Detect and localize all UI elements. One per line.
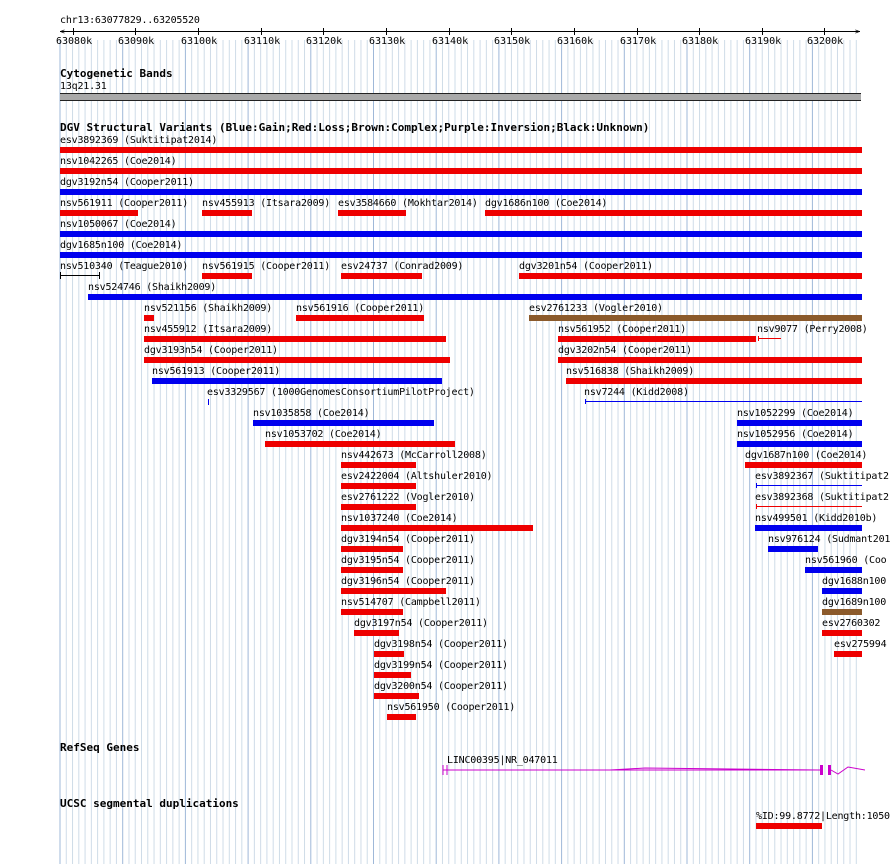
dgv-feature-bar[interactable] [745, 462, 862, 468]
dgv-feature-bar[interactable] [374, 672, 411, 678]
ruler-tick [449, 28, 450, 35]
ruler-tick-label: 63190k [745, 36, 782, 47]
dgv-feature-label: nsv9077 (Perry2008) [757, 324, 868, 335]
dgv-feature-label: nsv561916 (Cooper2011) [296, 303, 425, 314]
dgv-feature-label: nsv455913 (Itsara2009) [202, 198, 331, 209]
dgv-feature-label: esv2761222 (Vogler2010) [341, 492, 475, 503]
dgv-feature-label: nsv561952 (Cooper2011) [558, 324, 687, 335]
gene-exon [828, 765, 831, 775]
dgv-feature-label: dgv1688n100 [822, 576, 887, 587]
gene-exon [820, 765, 823, 775]
ruler-tick-label: 63180k [682, 36, 719, 47]
dgv-feature-bar[interactable] [822, 609, 862, 615]
ruler-tick-label: 63090k [118, 36, 155, 47]
dgv-feature-label: nsv514707 (Campbell2011) [341, 597, 481, 608]
dgv-feature-label: esv24737 (Conrad2009) [341, 261, 464, 272]
ruler-tick-label: 63110k [244, 36, 281, 47]
dgv-feature-bar[interactable] [265, 441, 455, 447]
dgv-feature-bar[interactable] [341, 546, 403, 552]
dgv-feature-bar[interactable] [834, 651, 862, 657]
dgv-feature-cap [585, 399, 586, 404]
dgv-feature-label: esv3892367 (Suktitipat2 [755, 471, 889, 482]
dgv-feature-bar[interactable] [374, 693, 419, 699]
dgv-feature-label: nsv561950 (Cooper2011) [387, 702, 516, 713]
dgv-feature-label: esv2422004 (Altshuler2010) [341, 471, 493, 482]
dgv-feature-bar[interactable] [822, 630, 862, 636]
dgv-feature-bar[interactable] [341, 504, 416, 510]
cytoband-label: 13q21.31 [60, 81, 107, 92]
dgv-feature-bar[interactable] [144, 315, 154, 321]
dgv-feature-label: nsv561960 (Coo [805, 555, 887, 566]
ruler-tick [762, 28, 763, 35]
dgv-feature-label: nsv1050067 (Coe2014) [60, 219, 177, 230]
dgv-feature-bar[interactable] [374, 651, 404, 657]
dgv-feature-label: nsv976124 (Sudmant201 [768, 534, 890, 545]
dgv-feature-bar[interactable] [88, 294, 862, 300]
dgv-feature-cap [756, 483, 757, 488]
ruler-tick [699, 28, 700, 35]
dgv-feature-bar[interactable] [208, 399, 209, 405]
dgv-feature-bar[interactable] [60, 147, 862, 153]
dgv-feature-label: dgv3194n54 (Cooper2011) [341, 534, 475, 545]
dgv-feature-label: nsv516838 (Shaikh2009) [566, 366, 695, 377]
segdup-label: %ID:99.8772|Length:1050 [756, 811, 890, 822]
dgv-feature-bar[interactable] [60, 210, 138, 216]
dgv-feature-bar[interactable] [341, 462, 416, 468]
dgv-feature-bar[interactable] [805, 567, 862, 573]
dgv-feature-cap [99, 272, 100, 279]
dgv-feature-label: nsv561911 (Cooper2011) [60, 198, 189, 209]
dgv-feature-bar[interactable] [529, 315, 862, 321]
dgv-feature-bar[interactable] [341, 525, 533, 531]
dgv-feature-bar[interactable] [60, 168, 862, 174]
track-title-refseq: RefSeq Genes [60, 741, 140, 754]
dgv-feature-label: nsv499501 (Kidd2010b) [755, 513, 878, 524]
dgv-feature-label: dgv3197n54 (Cooper2011) [354, 618, 488, 629]
ruler-tick-label: 63200k [807, 36, 844, 47]
ruler-right-arrow: > [855, 27, 860, 36]
dgv-feature-bar[interactable] [485, 210, 862, 216]
ruler-tick [574, 28, 575, 35]
ruler-tick [198, 28, 199, 35]
dgv-feature-label: nsv1053702 (Coe2014) [265, 429, 382, 440]
dgv-feature-label: nsv1037240 (Coe2014) [341, 513, 458, 524]
dgv-feature-label: nsv1052299 (Coe2014) [737, 408, 854, 419]
gene-label: LINC00395|NR_047011 [447, 755, 558, 766]
dgv-feature-bar[interactable] [60, 275, 100, 276]
track-title-cytoband: Cytogenetic Bands [60, 67, 173, 80]
dgv-feature-bar[interactable] [737, 441, 862, 447]
dgv-feature-label: nsv1042265 (Coe2014) [60, 156, 177, 167]
dgv-feature-bar[interactable] [144, 336, 446, 342]
dgv-feature-bar[interactable] [60, 231, 862, 237]
dgv-feature-cap [60, 272, 61, 279]
dgv-feature-bar[interactable] [737, 420, 862, 426]
dgv-feature-bar[interactable] [152, 378, 442, 384]
ruler-tick [637, 28, 638, 35]
dgv-feature-bar[interactable] [341, 273, 422, 279]
dgv-feature-label: dgv3200n54 (Cooper2011) [374, 681, 508, 692]
dgv-feature-label: nsv1052956 (Coe2014) [737, 429, 854, 440]
dgv-feature-label: nsv442673 (McCarroll2008) [341, 450, 487, 461]
dgv-feature-bar[interactable] [296, 315, 424, 321]
ruler-tick [73, 28, 74, 35]
dgv-feature-label: nsv561915 (Cooper2011) [202, 261, 331, 272]
ruler-tick [261, 28, 262, 35]
ruler-tick [511, 28, 512, 35]
dgv-feature-label: esv2760302 [822, 618, 881, 629]
dgv-feature-bar[interactable] [822, 588, 862, 594]
dgv-feature-label: dgv1686n100 (Coe2014) [485, 198, 608, 209]
track-title-segdup: UCSC segmental duplications [60, 797, 239, 810]
ruler-tick-label: 63100k [181, 36, 218, 47]
dgv-feature-cap [758, 336, 759, 341]
dgv-feature-label: esv3329567 (1000GenomesConsortiumPilotProject) [207, 387, 475, 398]
dgv-feature-bar[interactable] [60, 189, 862, 195]
dgv-feature-bar[interactable] [585, 401, 862, 402]
dgv-feature-label: nsv1035858 (Coe2014) [253, 408, 370, 419]
ruler-tick-label: 63140k [432, 36, 469, 47]
dgv-feature-label: dgv3192n54 (Cooper2011) [60, 177, 194, 188]
dgv-feature-bar[interactable] [341, 609, 403, 615]
dgv-feature-label: dgv3195n54 (Cooper2011) [341, 555, 475, 566]
dgv-feature-label: dgv3199n54 (Cooper2011) [374, 660, 508, 671]
cytoband-bar[interactable] [60, 93, 861, 101]
dgv-feature-label: nsv524746 (Shaikh2009) [88, 282, 217, 293]
dgv-feature-cap [756, 504, 757, 509]
dgv-feature-label: nsv521156 (Shaikh2009) [144, 303, 273, 314]
dgv-feature-bar[interactable] [755, 525, 862, 531]
dgv-feature-label: esv2761233 (Vogler2010) [529, 303, 663, 314]
dgv-feature-label: dgv3193n54 (Cooper2011) [144, 345, 278, 356]
dgv-feature-label: dgv1689n100 [822, 597, 887, 608]
ruler-tick-label: 63170k [620, 36, 657, 47]
ruler-tick [323, 28, 324, 35]
dgv-feature-label: dgv3198n54 (Cooper2011) [374, 639, 508, 650]
dgv-feature-bar[interactable] [253, 420, 434, 426]
dgv-feature-bar[interactable] [768, 546, 818, 552]
dgv-feature-bar[interactable] [341, 567, 403, 573]
ruler-tick-label: 63160k [557, 36, 594, 47]
dgv-feature-label: dgv1687n100 (Coe2014) [745, 450, 868, 461]
dgv-feature-label: nsv561913 (Cooper2011) [152, 366, 281, 377]
ruler-tick [824, 28, 825, 35]
gene-model-linc00395[interactable] [440, 762, 865, 778]
dgv-feature-label: dgv3201n54 (Cooper2011) [519, 261, 653, 272]
dgv-feature-bar[interactable] [519, 273, 862, 279]
dgv-feature-bar[interactable] [566, 378, 862, 384]
dgv-feature-bar[interactable] [758, 338, 781, 339]
ruler-left-arrow: < [60, 27, 65, 36]
gene-intron-tail [831, 767, 865, 774]
dgv-feature-bar[interactable] [202, 273, 252, 279]
dgv-feature-bar[interactable] [354, 630, 399, 636]
ruler-axis-line [60, 31, 860, 32]
dgv-feature-bar[interactable] [341, 588, 446, 594]
dgv-feature-bar[interactable] [756, 506, 862, 507]
dgv-feature-bar[interactable] [341, 483, 416, 489]
dgv-feature-bar[interactable] [60, 252, 862, 258]
dgv-feature-bar[interactable] [387, 714, 416, 720]
dgv-feature-bar[interactable] [338, 210, 406, 216]
dgv-feature-label: esv3584660 (Mokhtar2014) [338, 198, 478, 209]
dgv-feature-label: dgv3202n54 (Cooper2011) [558, 345, 692, 356]
dgv-feature-bar[interactable] [144, 357, 450, 363]
dgv-feature-bar[interactable] [202, 210, 252, 216]
dgv-feature-label: esv275994 [834, 639, 887, 650]
ruler-tick-label: 63150k [494, 36, 531, 47]
dgv-feature-label: dgv1685n100 (Coe2014) [60, 240, 183, 251]
ruler-tick-label: 63130k [369, 36, 406, 47]
ruler-tick [386, 28, 387, 35]
ruler-tick-label: 63120k [306, 36, 343, 47]
dgv-feature-label: nsv7244 (Kidd2008) [584, 387, 689, 398]
dgv-feature-label: esv3892369 (Suktitipat2014) [60, 135, 218, 146]
dgv-feature-bar[interactable] [756, 485, 862, 486]
segdup-feature[interactable] [756, 823, 822, 829]
dgv-feature-bar[interactable] [558, 336, 756, 342]
track-title-dgv: DGV Structural Variants (Blue:Gain;Red:Loss;Brown:Complex;Purple:Inversion;Black:Unknown) [60, 121, 650, 134]
dgv-feature-label: nsv510340 (Teague2010) [60, 261, 189, 272]
dgv-feature-label: nsv455912 (Itsara2009) [144, 324, 273, 335]
region-label: chr13:63077829..63205520 [60, 15, 200, 26]
dgv-feature-bar[interactable] [558, 357, 862, 363]
dgv-feature-label: esv3892368 (Suktitipat2 [755, 492, 889, 503]
ruler-tick-label: 63080k [56, 36, 93, 47]
dgv-feature-label: dgv3196n54 (Cooper2011) [341, 576, 475, 587]
ruler-tick [135, 28, 136, 35]
